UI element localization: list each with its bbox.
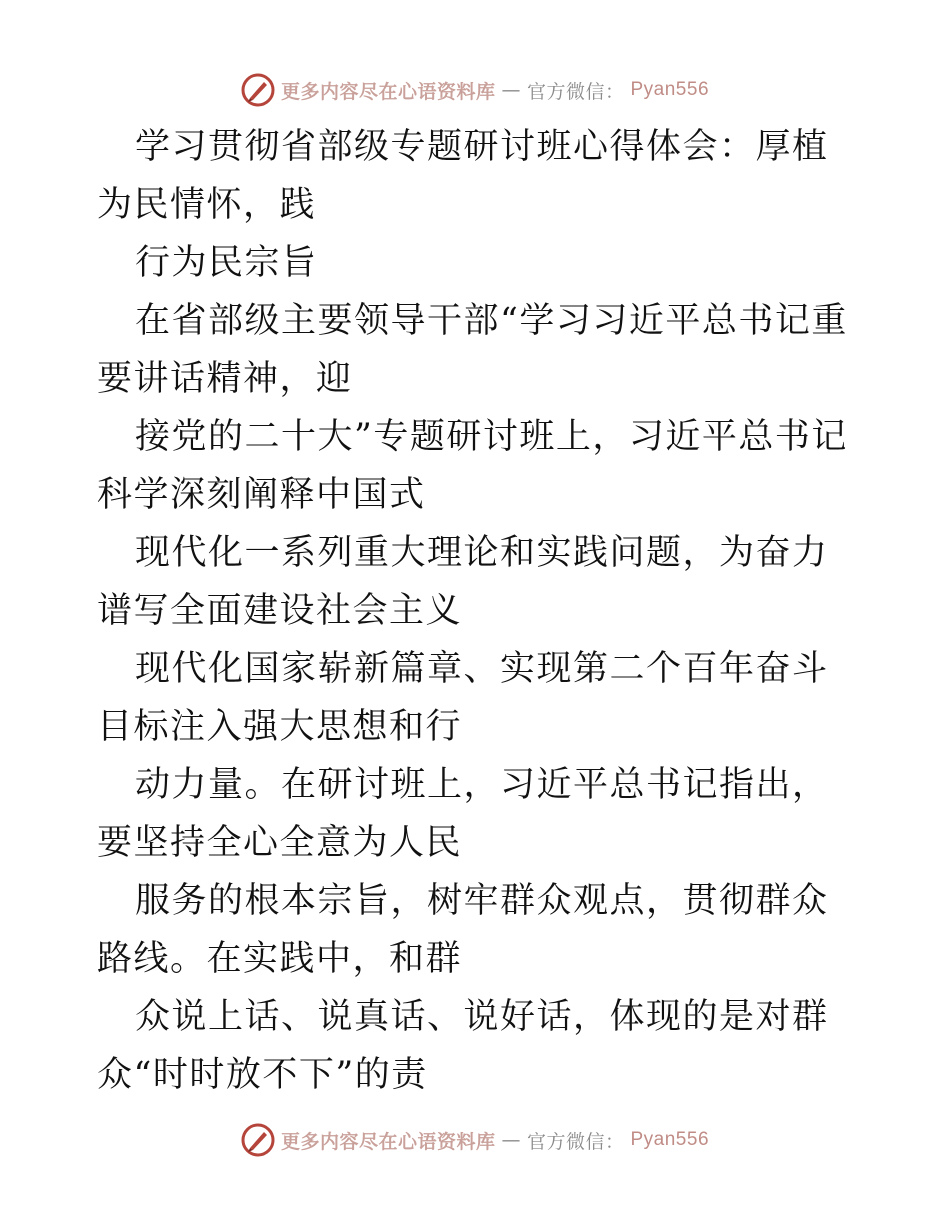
watermark-main-text: 更多内容尽在心语资料库	[280, 1130, 496, 1153]
watermark-main-text: 更多内容尽在心语资料库	[280, 80, 496, 103]
watermark-wechat-id: Pyan556	[630, 79, 710, 100]
document-line: 学习贯彻省部级专题研讨班心得体会：厚植为民情怀，践	[97, 127, 829, 225]
pen-logo-icon	[241, 1123, 275, 1157]
document-line: 接党的二十大”专题研讨班上，习近平总书记科学深刻阐释中国式	[97, 417, 848, 515]
document-line: 服务的根本宗旨，树牢群众观点，贯彻群众路线。在实践中，和群	[97, 881, 829, 979]
document-line: 现代化一系列重大理论和实践问题，为奋力谱写全面建设社会主义	[97, 533, 829, 631]
watermark-contact-label: 官方微信：	[526, 1130, 625, 1153]
header-watermark	[0, 70, 950, 110]
document-line: 动力量。在研讨班上，习近平总书记指出，要坚持全心全意为人民	[97, 765, 829, 863]
document-line: 在省部级主要领导干部“学习习近平总书记重要讲话精神，迎	[97, 301, 848, 399]
document-line: 现代化国家崭新篇章、实现第二个百年奋斗目标注入强大思想和行	[97, 649, 829, 747]
document-line: 众说上话、说真话、说好话，体现的是对群众“时时放不下”的责	[97, 997, 829, 1095]
watermark-wechat-id: Pyan556	[630, 1129, 710, 1150]
document-line: 行为民宗旨	[135, 243, 318, 283]
footer-watermark	[0, 1120, 950, 1160]
document-body	[97, 118, 857, 1104]
watermark-separator: —	[501, 79, 521, 101]
watermark-separator: —	[501, 1129, 521, 1151]
pen-logo-icon	[241, 73, 275, 107]
watermark-contact-label: 官方微信：	[526, 80, 625, 103]
